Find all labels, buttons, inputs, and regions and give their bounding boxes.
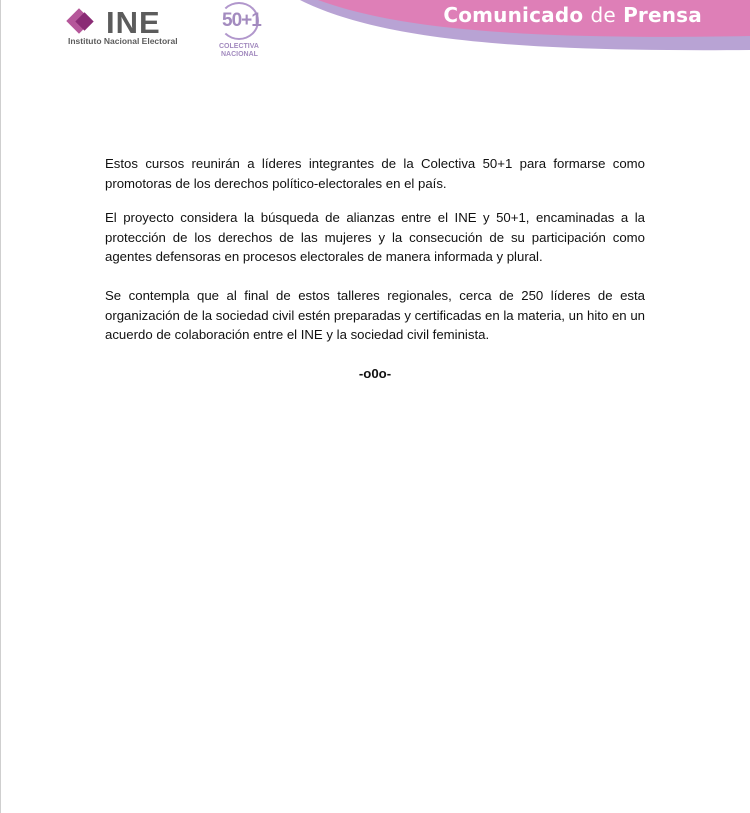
- body-paragraph-2: El proyecto considera la búsqueda de alianzas entre el INE y 50+1, encaminadas a la protección de los derechos de las mujeres y la consecución de su participación como agentes defensoras en procesos electorales de manera informada y plural.: [105, 210, 645, 264]
- colectiva-line2: NACIONAL: [221, 51, 258, 58]
- body-paragraph-1: Estos cursos reunirán a líderes integrantes de la Colectiva 50+1 para formarse como promotoras de los derechos político-electorales en el país.: [105, 156, 645, 191]
- banner-title-word3: Prensa: [623, 3, 702, 27]
- body-paragraph-3: Se contempla que al final de estos talleres regionales, cerca de 250 líderes de esta organización de la sociedad civil estén preparadas y certificadas en la materia, un hito en un acuerdo de colaboración entre el INE y la sociedad civil feminista.: [105, 288, 645, 342]
- colectiva-number: 50+1: [222, 10, 261, 31]
- end-mark: -o0o-: [358, 366, 392, 381]
- ine-logo-subtitle: Instituto Nacional Electoral: [68, 36, 178, 46]
- colectiva-line1: COLECTIVA: [219, 43, 259, 50]
- ine-logo: [67, 5, 187, 49]
- page-header: [0, 0, 750, 70]
- banner-title: [443, 3, 702, 27]
- banner-title-word2: de: [590, 3, 616, 27]
- banner-title-word1: Comunicado: [443, 3, 584, 27]
- ine-logo-word: INE: [106, 5, 161, 40]
- colectiva-logo: [217, 2, 265, 60]
- page-left-border: [0, 0, 1, 813]
